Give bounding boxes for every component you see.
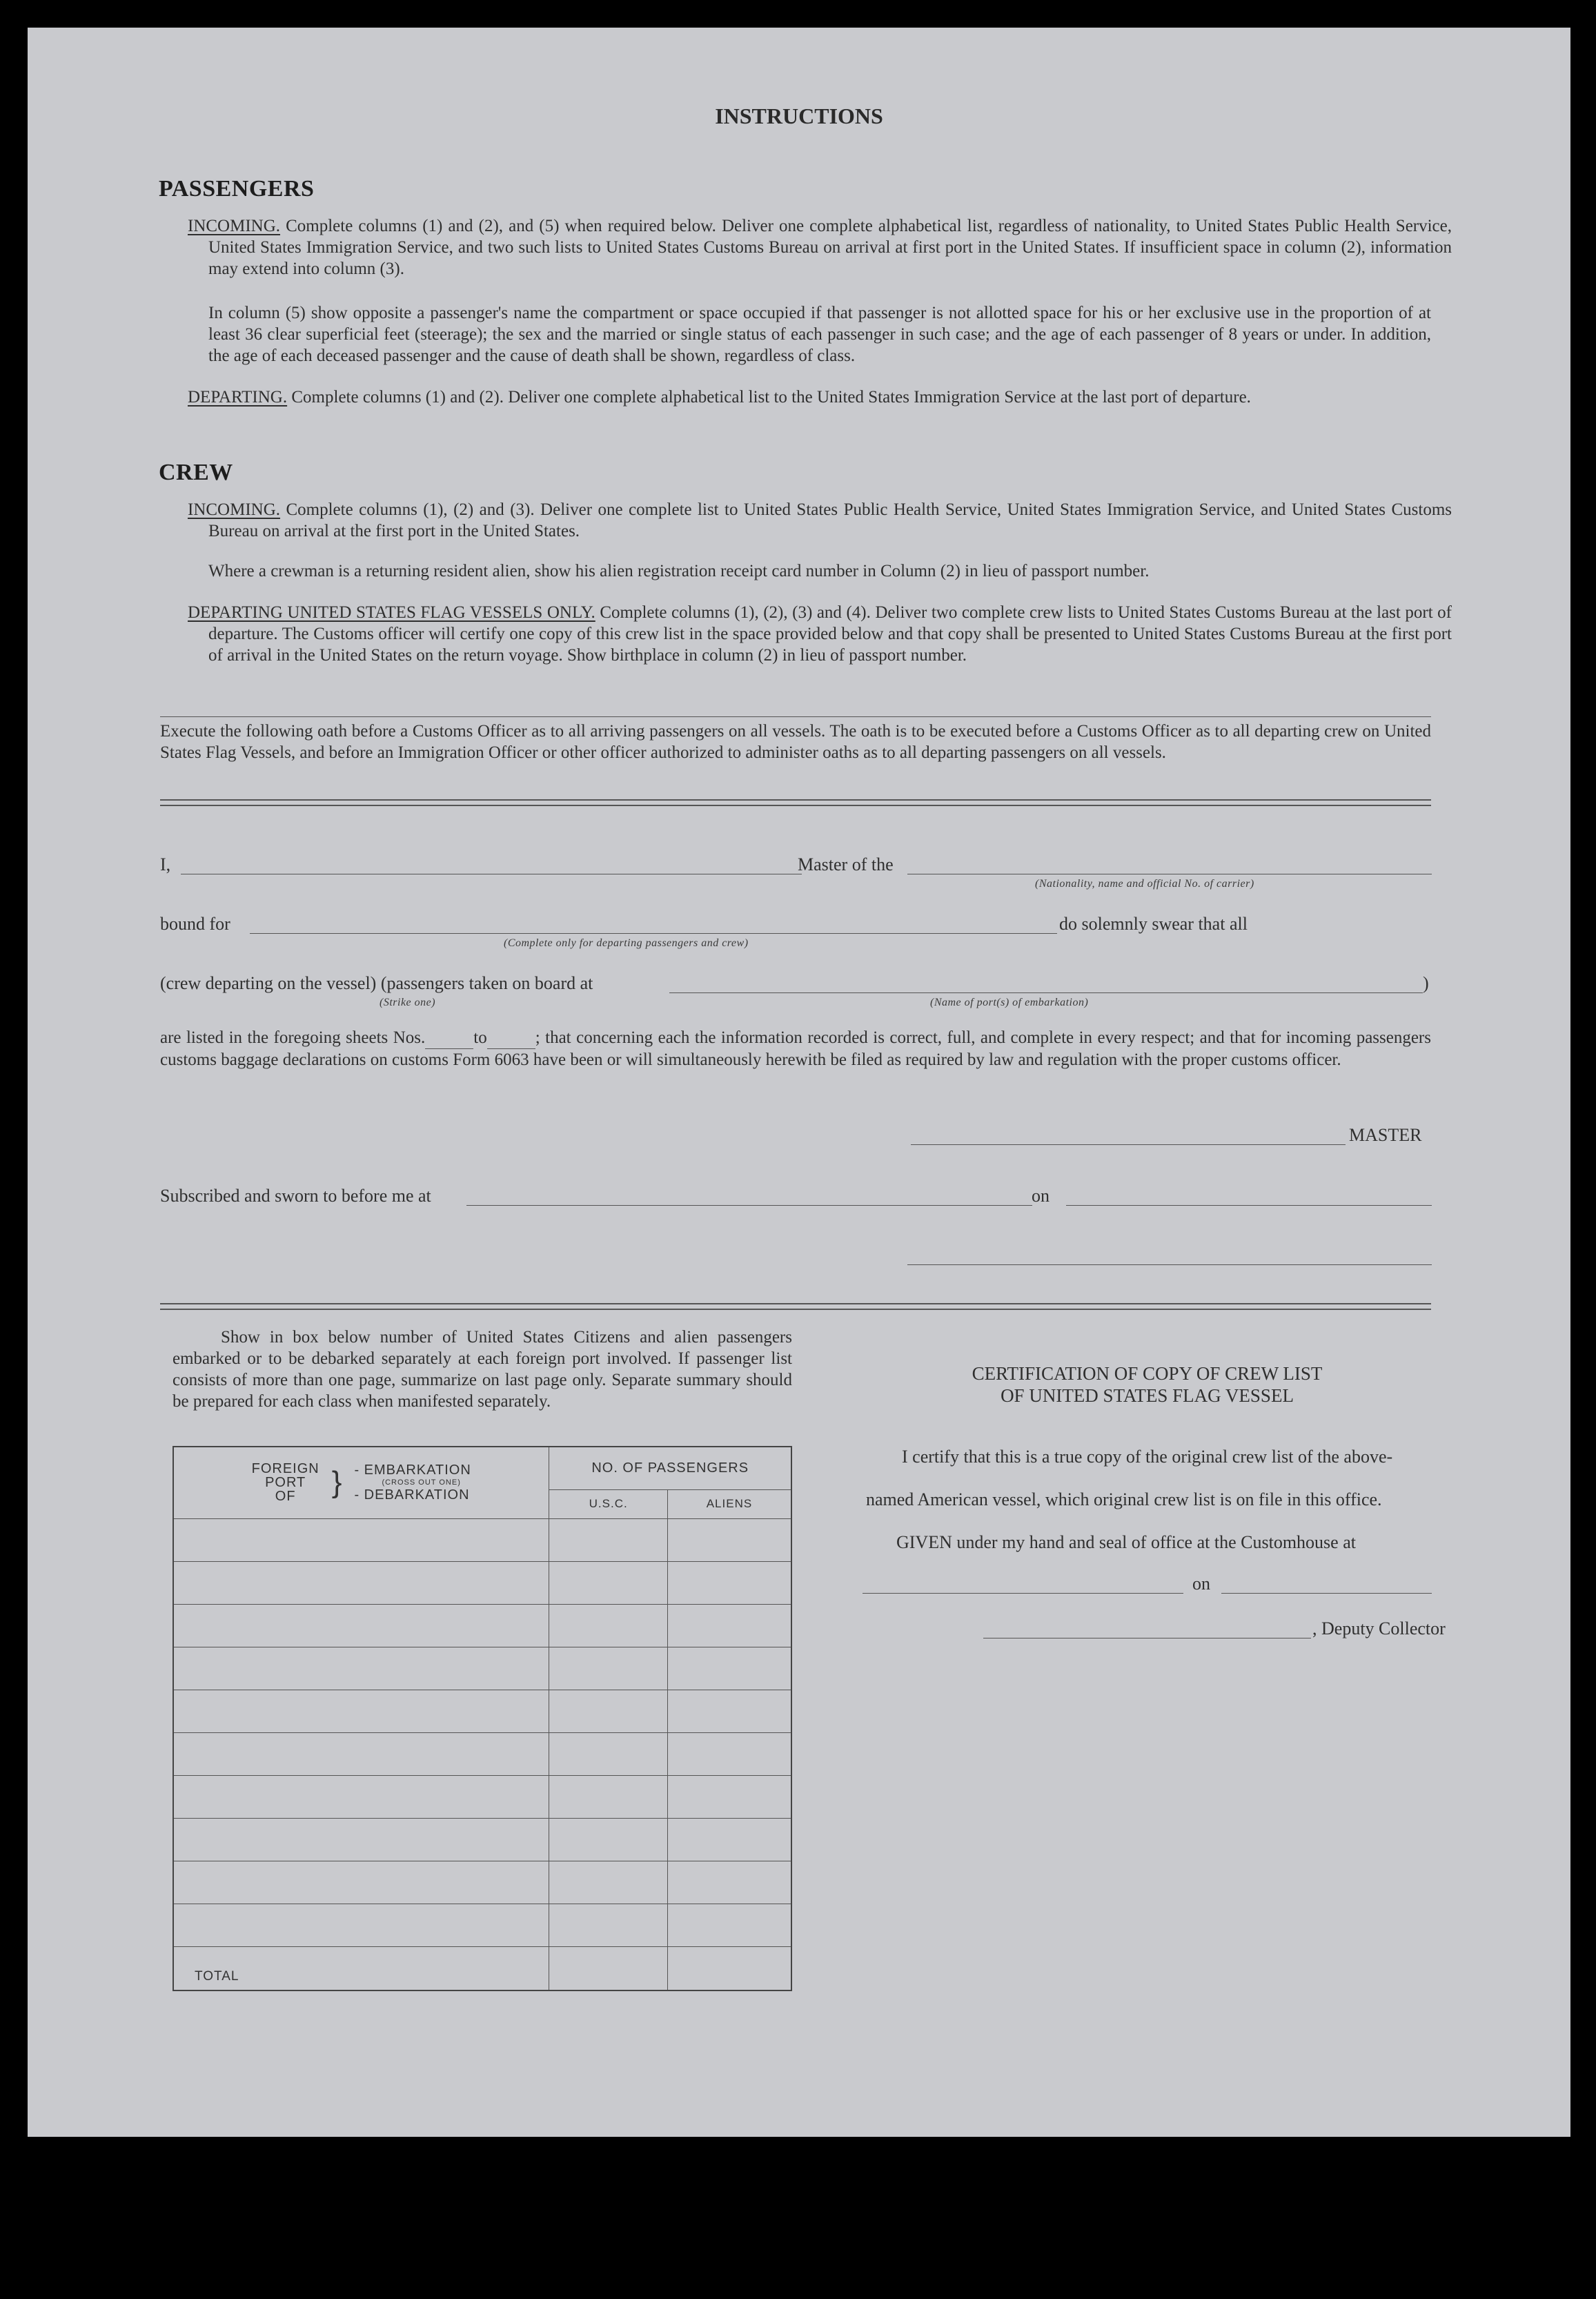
certify-line-1: I certify that this is a true copy of the original crew list of the above- [902, 1447, 1393, 1467]
crew-incoming-text: Complete columns (1), (2) and (3). Deliver one complete list to United States Public Health Service, United States Immigration Service, and United States Customs Bureau on arrival at the first port in the United States. [208, 500, 1452, 540]
master-of-the-label: Master of the [798, 854, 894, 874]
customhouse-line[interactable] [863, 1593, 1183, 1594]
table-row [173, 1732, 791, 1775]
passengers-departing-paragraph [188, 387, 1452, 408]
bound-for-label: bound for [160, 914, 230, 934]
usc-cell[interactable] [549, 1732, 668, 1775]
certify-on-label: on [1192, 1574, 1210, 1594]
crew-incoming-label: INCOMING. [188, 500, 281, 519]
page-title: INSTRUCTIONS [715, 104, 883, 128]
listed-paragraph [160, 1027, 1431, 1070]
certification-heading: CERTIFICATION OF COPY OF CREW LIST OF UNITED STATES FLAG VESSEL [972, 1363, 1323, 1406]
port-cell[interactable] [173, 1904, 549, 1946]
crew-departing-label: DEPARTING UNITED STATES FLAG VESSELS ONLY. [188, 603, 595, 622]
listed-text-1: are listed in the foregoing sheets Nos. [160, 1028, 426, 1047]
sheet-from-line[interactable] [425, 1027, 473, 1049]
aliens-cell[interactable] [667, 1904, 791, 1946]
usc-total-cell[interactable] [549, 1946, 668, 1990]
embarkation-header: - EMBARKATION (CROSS OUT ONE) - DEBARKATION [354, 1462, 471, 1503]
crew-resident-paragraph: Where a crewman is a returning resident alien, show his alien registration receipt card number in Column (2) in lieu of passport number. [208, 562, 1150, 580]
aliens-cell[interactable] [667, 1561, 791, 1604]
foreign-port-of-header: FOREIGN PORT OF [251, 1461, 319, 1505]
passenger-summary-table [173, 1446, 792, 1991]
aliens-cell[interactable] [667, 1775, 791, 1818]
table-row [173, 1604, 791, 1647]
aliens-cell[interactable] [667, 1861, 791, 1904]
master-signature-line[interactable] [911, 1144, 1346, 1145]
passengers-departing-label: DEPARTING. [188, 388, 288, 407]
divider-rule [160, 716, 1431, 717]
summary-note: Show in box below number of United States Citizens and alien passengers embarked or to be debarked separately at each foreign port involved. If passenger list consists of more than one page, summarize on last page only. Separate summary should be prepared for each class when manifested separately. [173, 1328, 792, 1411]
table-row [173, 1904, 791, 1946]
passengers-incoming-label: INCOMING. [188, 217, 281, 235]
aliens-cell[interactable] [667, 1647, 791, 1690]
deputy-collector-label: , Deputy Collector [1312, 1618, 1446, 1638]
usc-cell[interactable] [549, 1818, 668, 1861]
oath-i-label: I, [160, 854, 171, 874]
port-cell[interactable] [173, 1518, 549, 1561]
brace-icon: } [331, 1465, 342, 1500]
usc-cell[interactable] [549, 1775, 668, 1818]
no-of-passengers-header: NO. OF PASSENGERS [549, 1447, 791, 1489]
port-cell[interactable] [173, 1604, 549, 1647]
oath-intro-paragraph: Execute the following oath before a Customs Officer as to all arriving passengers on all vessels. The oath is to be executed before a Customs Officer as to all departing crew on United States Flag Vessels, and before an Immigration Officer or other officer authorized to administer oaths as to all departing passengers on all vessels. [160, 722, 1431, 762]
strike-one-note: (Strike one) [380, 997, 436, 1008]
sworn-at-line[interactable] [466, 1205, 1032, 1206]
certify-date-line[interactable] [1221, 1593, 1432, 1594]
table-row [173, 1690, 791, 1732]
sheet-to-line[interactable] [487, 1027, 535, 1049]
crew-departing-label: (crew departing on the vessel) (passengers taken on board at [160, 973, 593, 993]
total-row [173, 1946, 791, 1990]
certify-line-2: named American vessel, which original crew list is on file in this office. [866, 1489, 1382, 1509]
port-header-cell [173, 1447, 549, 1518]
sworn-date-line[interactable] [1066, 1205, 1432, 1206]
officer-signature-line[interactable] [907, 1264, 1432, 1265]
port-cell[interactable] [173, 1561, 549, 1604]
certify-line-3: GIVEN under my hand and seal of office at the Customhouse at [896, 1532, 1356, 1552]
passengers-incoming-paragraph [188, 215, 1452, 280]
port-cell[interactable] [173, 1775, 549, 1818]
port-cell[interactable] [173, 1732, 549, 1775]
usc-cell[interactable] [549, 1861, 668, 1904]
listed-text-2: ; that concerning each the information recorded is correct, full, and complete in every respect; and that for incoming passengers customs baggage declarations on customs Form 6063 have been or will simultaneously herewith be filed as required by law and regulation with the proper customs officer. [160, 1028, 1431, 1069]
bound-for-note: (Complete only for departing passengers and crew) [504, 937, 749, 949]
double-rule-bottom [160, 805, 1431, 806]
passengers-incoming-text: Complete columns (1) and (2), and (5) when required below. Deliver one complete alphabetical list, regardless of nationality, to United States Public Health Service, United States Immigration Service, and two such lists to United States Customs Bureau on arrival at first port in the United States. If insufficient space in column (2), information may extend into column (3). [208, 217, 1452, 278]
port-embarkation-line[interactable] [669, 992, 1423, 993]
crew-departing-text: Complete columns (1), (2), (3) and (4). Deliver two complete crew lists to United States Customs Bureau at the last port of departure. The Customs officer will certify one copy of this crew list in the space provided below and that copy shall be presented to United States Customs Bureau at the first port of arrival in the United States on the return voyage. Show birthplace in column (2) in lieu of passport number. [208, 603, 1452, 665]
aliens-cell[interactable] [667, 1732, 791, 1775]
usc-cell[interactable] [549, 1518, 668, 1561]
crew-incoming-paragraph [188, 499, 1452, 542]
double-rule-2-bottom [160, 1309, 1431, 1310]
solemnly-swear-label: do solemnly swear that all [1059, 914, 1248, 934]
port-note: (Name of port(s) of embarkation) [930, 997, 1089, 1008]
usc-cell[interactable] [549, 1690, 668, 1732]
aliens-total-cell[interactable] [667, 1946, 791, 1990]
sworn-on-label: on [1032, 1186, 1050, 1206]
port-cell[interactable] [173, 1861, 549, 1904]
table-row [173, 1775, 791, 1818]
aliens-cell[interactable] [667, 1690, 791, 1732]
document-page [28, 28, 1570, 2137]
port-cell[interactable] [173, 1690, 549, 1732]
port-cell[interactable] [173, 1647, 549, 1690]
bound-for-line[interactable] [250, 933, 1057, 934]
subscribed-label: Subscribed and sworn to before me at [160, 1186, 431, 1206]
usc-cell[interactable] [549, 1561, 668, 1604]
usc-cell[interactable] [549, 1904, 668, 1946]
total-label: TOTAL [173, 1946, 549, 1990]
port-cell[interactable] [173, 1818, 549, 1861]
master-label: MASTER [1349, 1125, 1422, 1145]
usc-cell[interactable] [549, 1647, 668, 1690]
double-rule-top [160, 799, 1431, 801]
aliens-header: ALIENS [667, 1489, 791, 1518]
aliens-cell[interactable] [667, 1518, 791, 1561]
usc-header: U.S.C. [549, 1489, 668, 1518]
aliens-cell[interactable] [667, 1818, 791, 1861]
close-paren: ) [1423, 973, 1429, 993]
crew-heading: CREW [159, 460, 233, 485]
table-row [173, 1518, 791, 1561]
passengers-departing-text: Complete columns (1) and (2). Deliver one complete alphabetical list to the United States Immigration Service at the last port of departure. [287, 388, 1251, 407]
table-row [173, 1861, 791, 1904]
nationality-note: (Nationality, name and official No. of carrier) [1035, 878, 1254, 890]
table-row [173, 1647, 791, 1690]
table-row [173, 1818, 791, 1861]
aliens-cell[interactable] [667, 1604, 791, 1647]
crew-departing-paragraph [188, 602, 1452, 666]
listed-to-text: to [473, 1028, 487, 1047]
double-rule-2-top [160, 1303, 1431, 1304]
passengers-column5-paragraph: In column (5) show opposite a passenger's name the compartment or space occupied if that passenger is not allotted space for his or her exclusive use in the proportion of at least 36 clear superficial feet (steerage); the sex and the married or single status of each passenger in such case; and the age of each passenger of 8 years or under. In addition, the age of each deceased passenger and the cause of death shall be shown, regardless of class. [208, 304, 1431, 365]
table-row [173, 1561, 791, 1604]
passengers-heading: PASSENGERS [159, 176, 315, 202]
usc-cell[interactable] [549, 1604, 668, 1647]
